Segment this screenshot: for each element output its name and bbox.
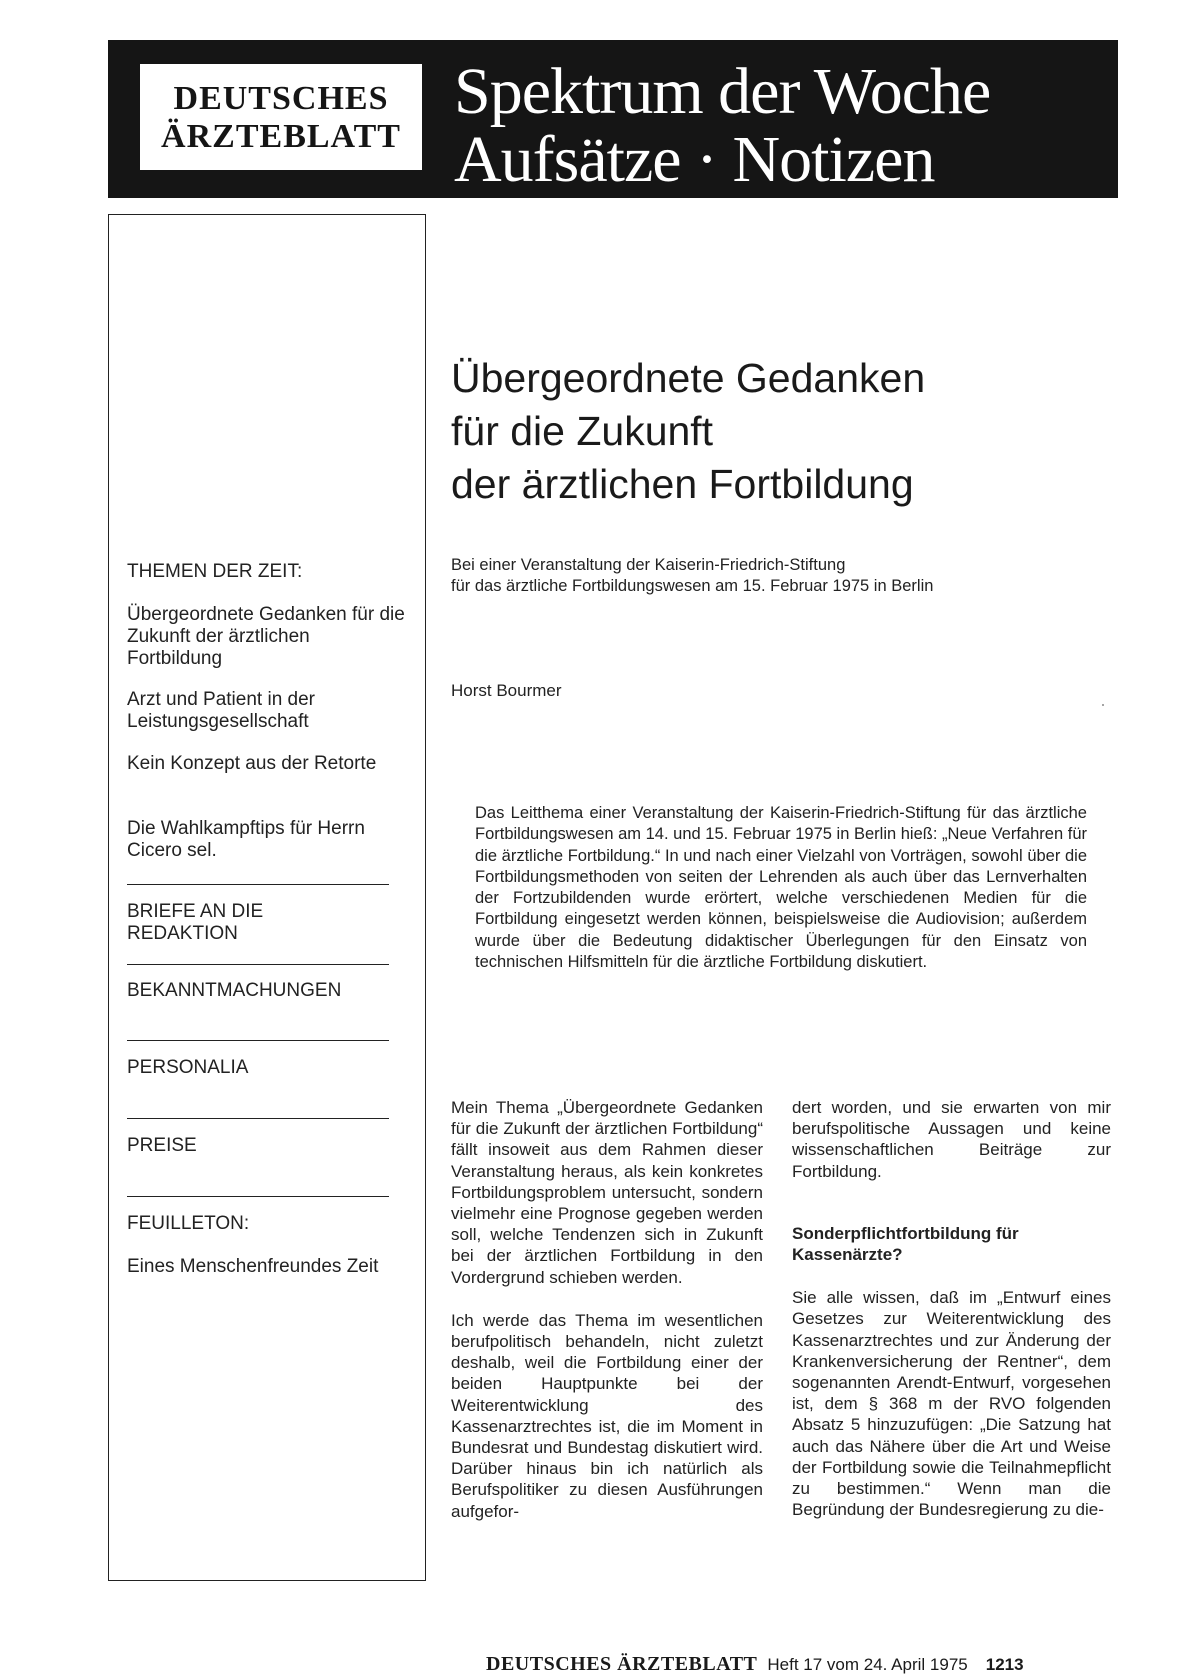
sidebar-divider bbox=[127, 964, 389, 965]
logo-line-2: ÄRZTEBLATT bbox=[161, 118, 401, 155]
sidebar-item-bekanntmachungen: BEKANNTMACHUNGEN bbox=[127, 980, 342, 1001]
sidebar-item-menschenfreundes: Eines Menschenfreundes Zeit bbox=[127, 1256, 379, 1277]
article-title-line-2: für die Zukunft bbox=[451, 408, 714, 454]
print-speck bbox=[1102, 704, 1104, 706]
article-title bbox=[451, 352, 1131, 511]
footer-issue: Heft 17 vom 24. April 1975 bbox=[767, 1655, 968, 1674]
sidebar-item-personalia: PERSONALIA bbox=[127, 1057, 249, 1078]
sidebar-item-wahlkampftips: Die Wahlkampftips für Herrn Cicero sel. bbox=[127, 818, 365, 861]
body-paragraph: Ich werde das Thema im wesentlichen berufpolitisch behandeln, nicht zuletzt deshalb, weil die Fortbildung einer der beiden Hauptpunkte bei der Weiterentwicklung des Kassenarztrechtes ist, die im Moment in Bundesrat und Bundestag diskutiert wird. Darüber hinaus bin ich natürlich als Berufspolitiker zu diesen Ausführungen aufgefor- bbox=[451, 1310, 763, 1521]
banner-title-line-1: Spektrum der Woche bbox=[454, 55, 991, 128]
journal-logo bbox=[138, 62, 424, 172]
footer-journal-name: DEUTSCHES ÄRZTEBLATT bbox=[486, 1653, 758, 1675]
logo-line-1: DEUTSCHES bbox=[173, 80, 389, 117]
banner-title-line-2: Aufsätze · Notizen bbox=[454, 123, 935, 196]
body-paragraph: Sie alle wissen, daß im „Entwurf eines Gesetzes zur Weiterentwicklung des Kassenarztrechtes und zur Änderung der Krankenversicherung der Rentner“, dem sogenannten Arendt-Entwurf, vorgesehen ist, dem § 368 m der RVO folgenden Absatz 5 hinzuzufügen: „Die Satzung hat auch das Nähere über die Art und Weise der Fortbildung sowie die Teilnahmepflicht zu bestimmen.“ Wenn man die Begründung der Bundesregierung zu die- bbox=[792, 1288, 1111, 1520]
page-number: 1213 bbox=[985, 1655, 1024, 1674]
sidebar-heading-themen: THEMEN DER ZEIT: bbox=[127, 561, 303, 582]
sidebar-divider bbox=[127, 1118, 389, 1119]
article-subtitle-line-1: Bei einer Veranstaltung der Kaiserin-Friedrich-Stiftung bbox=[451, 556, 846, 574]
article-title-line-3: der ärztlichen Fortbildung bbox=[451, 461, 914, 507]
article-subtitle bbox=[451, 555, 1111, 597]
sidebar-heading-feuilleton: FEUILLETON: bbox=[127, 1213, 250, 1234]
sidebar-contents bbox=[108, 214, 426, 1581]
section-heading: Sonderpflichtfortbildung für Kassenärzte? bbox=[792, 1223, 1019, 1265]
body-paragraph: dert worden, und sie erwarten von mir berufspolitische Aussagen und keine wissenschaftlichen Beiträge zur Fortbildung. bbox=[792, 1098, 1111, 1181]
body-paragraph: Mein Thema „Übergeordnete Gedanken für die Zukunft der ärztlichen Fortbildung“ fällt insoweit aus dem Rahmen dieser Veranstaltung heraus, als kein konkretes Fortbildungsproblem untersucht, sondern vielmehr eine Prognose gegeben werden soll, welche Tendenzen sich in Zukunft bei der ärztlichen Fortbildung in den Vordergrund schieben werden. bbox=[451, 1098, 763, 1287]
header-banner bbox=[108, 40, 1118, 198]
page-footer bbox=[486, 1653, 1024, 1676]
article-subtitle-line-2: für das ärztliche Fortbildungswesen am 15. Februar 1975 in Berlin bbox=[451, 577, 934, 595]
sidebar-divider bbox=[127, 884, 389, 885]
sidebar-item-uebergeordnete: Übergeordnete Gedanken für die Zukunft der ärztlichen Fortbildung bbox=[127, 604, 405, 669]
article-author: Horst Bourmer bbox=[451, 681, 562, 700]
body-column-1 bbox=[451, 1097, 763, 1544]
body-column-2 bbox=[792, 1097, 1111, 1542]
article-title-line-1: Übergeordnete Gedanken bbox=[451, 355, 926, 401]
sidebar-item-briefe: BRIEFE AN DIE REDAKTION bbox=[127, 901, 264, 944]
sidebar-item-kein-konzept: Kein Konzept aus der Retorte bbox=[127, 753, 377, 774]
sidebar-item-arzt-patient: Arzt und Patient in der Leistungsgesellschaft bbox=[127, 689, 315, 732]
sidebar-item-preise: PREISE bbox=[127, 1135, 197, 1156]
sidebar-divider bbox=[127, 1196, 389, 1197]
sidebar-divider bbox=[127, 1040, 389, 1041]
article-lead: Das Leitthema einer Veranstaltung der Kaiserin-Friedrich-Stiftung für das ärztliche Fortbildungswesen am 14. und 15. Februar 1975 in Berlin hieß: „Neue Verfahren für die ärztliche Fortbildung.“ In und nach einer Vielzahl von Vorträgen, sowohl über die Fortbildungsmethoden von seiten der Lehrenden als auch über das Lernverhalten der Fortzubildenden wurde erörtert, welche verschiedenen Medien für die Fortbildung eingesetzt werden können, beispielsweise die Audiovision; außerdem wurde über die Bedeutung didaktischer Überlegungen für den Einsatz von technischen Hilfsmitteln für die ärztliche Fortbildung diskutiert. bbox=[475, 804, 1087, 972]
